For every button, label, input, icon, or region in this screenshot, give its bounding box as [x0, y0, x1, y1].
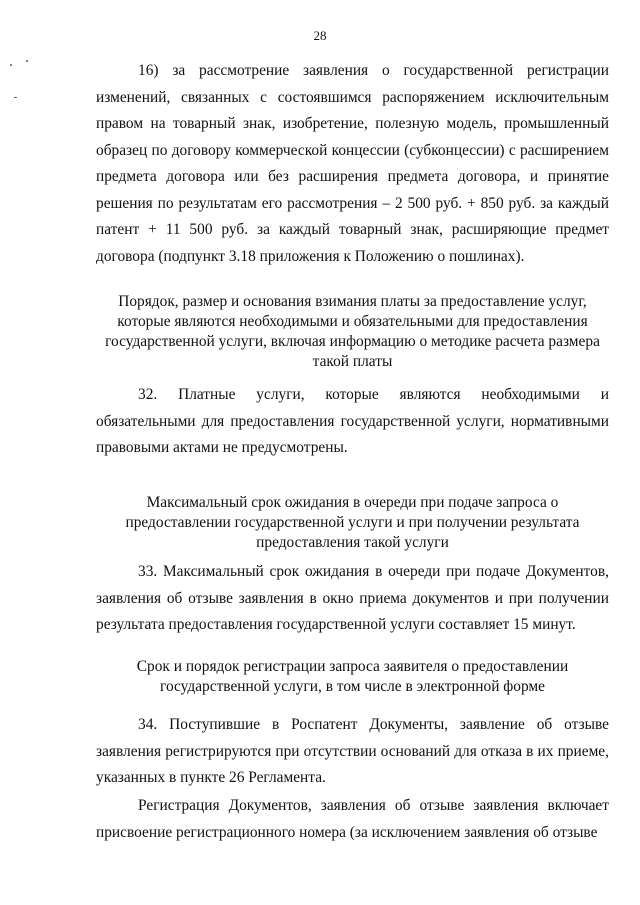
section-heading-registration: Срок и порядок регистрации запроса заявителя о предоставлении государственной услуги, в том числе в электронной форме	[136, 658, 569, 695]
page-number: 28	[313, 28, 327, 43]
paragraph-registration-block	[96, 793, 609, 846]
paragraph-16-block	[96, 58, 609, 270]
scan-speck	[26, 60, 28, 62]
section-heading-queue: Максимальный срок ожидания в очереди при подаче запроса о предоставлении государственной услуги и при получении результата предоставления такой услуги	[125, 494, 580, 551]
heading-fee-block	[96, 292, 609, 372]
paragraph-32-block	[96, 382, 609, 462]
paragraph-34: 34. Поступившие в Роспатент Документы, заявление об отзыве заявления регистрируются при отсутствии оснований для отказа в их приеме, указанных в пункте 26 Регламента.	[96, 716, 609, 786]
paragraph-33-block	[96, 559, 609, 639]
paragraph-32: 32. Платные услуги, которые являются необходимыми и обязательными для предоставления государственной услуги, нормативными правовыми актами не предусмотрены.	[96, 386, 609, 456]
paragraph-16: 16) за рассмотрение заявления о государственной регистрации изменений, связанных с состоявшимся распоряжением исключительным правом на товарный знак, изобретение, полезную модель, промышленный образец по договору коммерческой концессии (субконцессии) с расширением предмета договора или без расширения предмета договора, и принятие решения по результатам его рассмотрения – 2 500 руб. + 850 руб. за каждый патент + 11 500 руб. за каждый товарный знак, расширяющие предмет договора (подпункт 3.18 приложения к Положению о пошлинах).	[96, 62, 609, 265]
heading-registration-block	[96, 657, 609, 697]
paragraph-registration: Регистрация Документов, заявления об отзыве заявления включает присвоение регистрационного номера (за исключением заявления об отзыве	[96, 797, 609, 841]
heading-queue-block	[96, 493, 609, 553]
paragraph-34-block	[96, 712, 609, 792]
paragraph-33: 33. Максимальный срок ожидания в очереди при подаче Документов, заявления об отзыве заявления в окно приема документов и при получении результата предоставления государственной услуги составляет 15 минут.	[96, 563, 609, 633]
scan-speck	[10, 64, 12, 66]
section-heading-fee: Порядок, размер и основания взимания платы за предоставление услуг, которые являются необходимыми и обязательными для предоставления государственной услуги, включая информацию о методике расчета размера такой платы	[105, 293, 600, 370]
scan-speck	[14, 97, 17, 98]
